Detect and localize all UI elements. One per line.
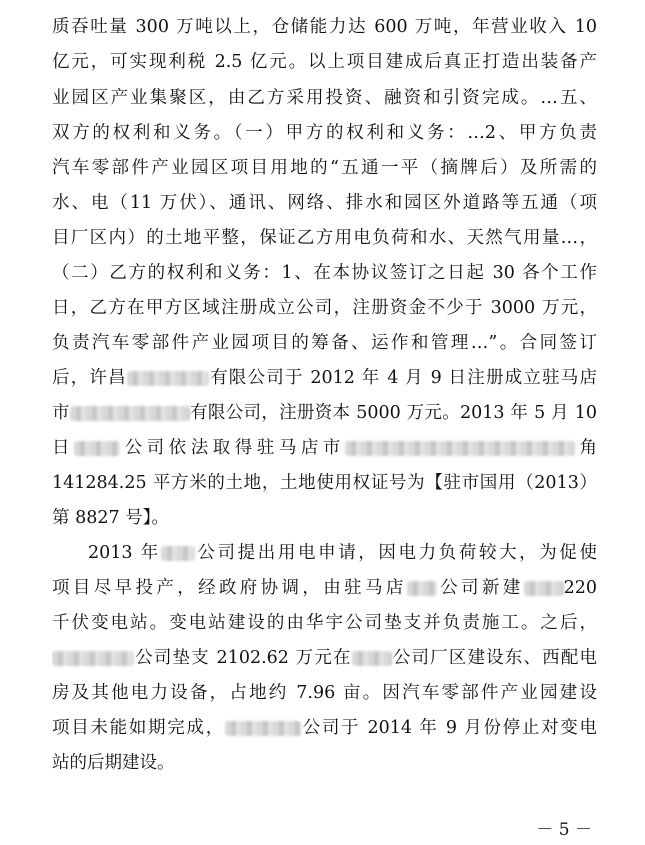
paragraph-line: 负责汽车零部件产业园项目的筹备、运作和管理…”。合同签订 bbox=[52, 333, 597, 353]
redaction-blur bbox=[524, 581, 564, 596]
paragraph-line bbox=[52, 646, 597, 670]
text-segment: 公司依法取得驻马店市 bbox=[120, 438, 345, 458]
paragraph-line bbox=[52, 401, 597, 425]
paragraph-line: 日，乙方在甲方区域注册成立公司，注册资金不少于 3000 万元， bbox=[52, 298, 597, 318]
redaction-blur bbox=[352, 651, 392, 666]
text-segment: 日 bbox=[52, 438, 75, 458]
paragraph-line bbox=[52, 716, 597, 740]
text-segment: 有限公司于 2012 年 4 月 9 日注册成立驻马店 bbox=[208, 368, 597, 388]
redaction-blur bbox=[70, 406, 190, 421]
paragraph-line: 水、电（11 万伏）、通讯、网络、排水和园区外道路等五通（项 bbox=[52, 193, 597, 213]
text-segment: 2013 年 bbox=[88, 543, 161, 563]
text-segment: 220 bbox=[563, 578, 597, 598]
redaction-blur bbox=[52, 651, 134, 666]
page-number: － 5 － bbox=[536, 820, 592, 840]
text-segment: 角 bbox=[574, 438, 597, 458]
text-segment: 公司新建 bbox=[436, 578, 524, 598]
text-segment: 项目尽早投产，经政府协调，由驻马店 bbox=[52, 578, 407, 598]
text-segment: 公司厂区建设东、西配电 bbox=[391, 648, 597, 668]
text-segment: 公司垫支 2102.62 万元在 bbox=[134, 648, 352, 668]
text-segment: 有限公司，注册资本 5000 万元。2013 年 5 月 10 bbox=[189, 403, 597, 423]
text-segment: 公司提出用电申请，因电力负荷较大，为促使 bbox=[194, 543, 597, 563]
paragraph-line: 站的后期建设。 bbox=[52, 753, 175, 773]
paragraph-line: 房及其他电力设备，占地约 7.96 亩。因汽车零部件产业园建设 bbox=[52, 683, 597, 703]
paragraph-line: 第 8827 号】。 bbox=[52, 508, 169, 528]
redaction-blur bbox=[127, 371, 209, 386]
redaction-blur bbox=[225, 721, 301, 736]
paragraph-line: 亿元，可实现利税 2.5 亿元。以上项目建成后真正打造出装备产 bbox=[52, 52, 597, 72]
redaction-blur bbox=[161, 546, 195, 561]
text-segment: 后，许昌 bbox=[52, 368, 127, 388]
redaction-blur bbox=[407, 581, 437, 596]
paragraph-line: 质吞吐量 300 万吨以上，仓储能力达 600 万吨，年营业收入 10 bbox=[52, 17, 597, 37]
paragraph-line: 千伏变电站。变电站建设的由华宇公司垫支并负责施工。之后， bbox=[52, 613, 597, 633]
paragraph-line: 业园区产业集聚区，由乙方采用投资、融资和引资完成。…五、 bbox=[52, 88, 597, 108]
paragraph-line: 目厂区内）的土地平整，保证乙方用电负荷和水、天然气用量…， bbox=[52, 228, 597, 248]
text-segment: 项目未能如期完成， bbox=[52, 718, 225, 738]
text-segment: 公司于 2014 年 9 月份停止对变电 bbox=[300, 718, 597, 738]
paragraph-line: 双方的权利和义务。（一）甲方的权利和义务：…2、甲方负责 bbox=[52, 123, 597, 143]
paragraph-line bbox=[88, 541, 597, 565]
paragraph-line bbox=[52, 576, 597, 600]
paragraph-line bbox=[52, 366, 597, 390]
paragraph-line bbox=[52, 436, 597, 460]
redaction-blur bbox=[345, 441, 575, 456]
paragraph-line: （二）乙方的权利和义务：1、在本协议签订之日起 30 各个工作 bbox=[52, 263, 597, 283]
paragraph-line: 汽车零部件产业园区项目用地的“五通一平（摘牌后）及所需的 bbox=[52, 158, 597, 178]
redaction-blur bbox=[74, 441, 120, 456]
paragraph-line: 141284.25 平方米的土地，土地使用权证号为【驻市国用（2013） bbox=[52, 473, 597, 493]
text-segment: 市 bbox=[52, 403, 70, 423]
